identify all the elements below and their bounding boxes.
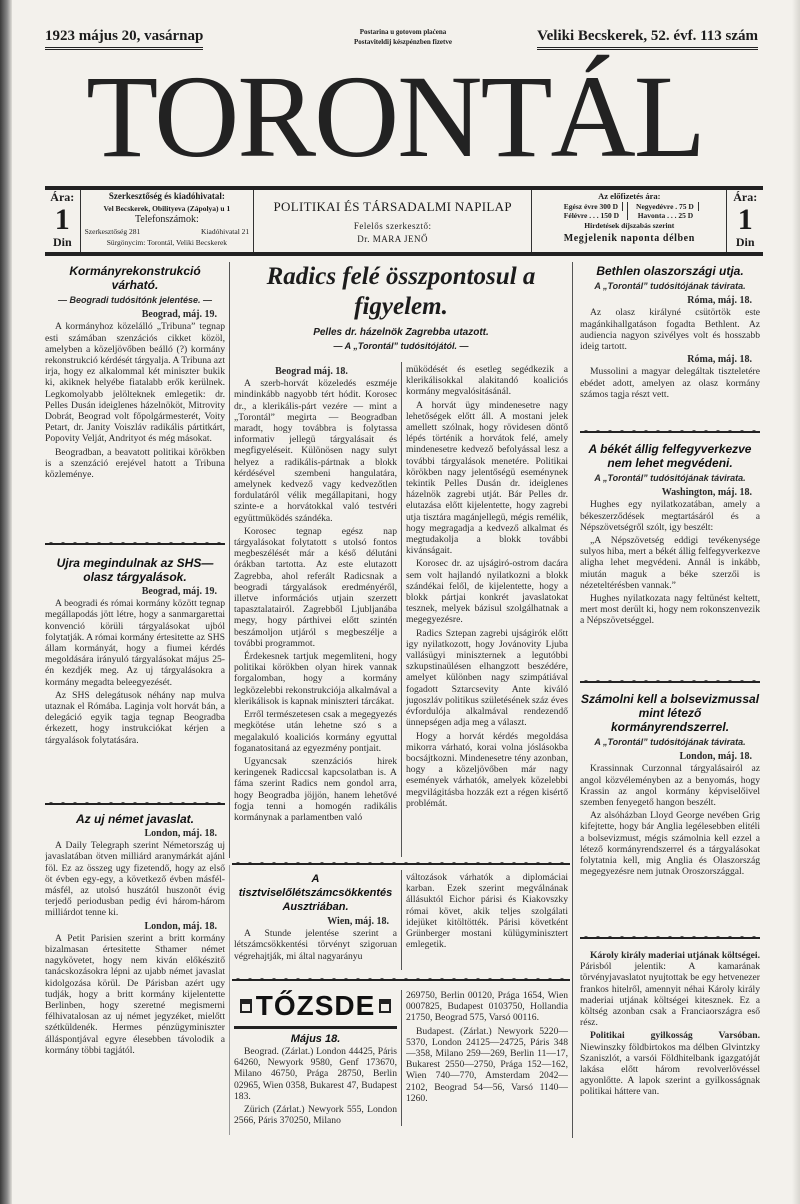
price-right [727,190,763,252]
subcolumn-rule [401,990,402,1126]
tagline: POLITIKAI ÉS TÁRSADALMI NAPILAP [273,199,512,214]
column-rule [572,262,573,1138]
ornament-divider [580,676,760,683]
paragraph: müködését és esetleg segédkezik a klerikálisokkal alakitandó koaliciós kormány megvalósitásánál. [406,364,568,398]
paragraph: Hogy a horvát kérdés megoldása mikorra várható, korai volna jóslásokba bocsájtkozni. Mindenesetre tény azonban, hogy a közeljövőben már nagy események várhatók, amelyek közelebbi megvilágitásba hozzák ezt a régen kisértő problémát. [406,730,568,809]
article-austria-col-1 [234,872,397,972]
lead-article-subtitle: Pelles dr. házelnök Zagrebba utazott. [313,327,489,338]
paragraph: 269750, Berlin 00120, Prága 1654, Wien 0007825, Budapest 0103750, Hollandia 21750, Beograd 575, Varsó 00116. [406,990,568,1024]
dateline: Beograd máj. 18. [275,366,348,377]
paragraph: Zürich (Zárlat.) Newyork 555, London 2566, Páris 370250, Milano [234,1104,397,1127]
article-bethlen [580,264,760,424]
article-government-reconstruction [45,264,225,534]
article-bolshevism [580,692,760,930]
price-left [45,190,81,252]
paragraph: Beograd. (Zárlat.) London 44425, Páris 64260, Newyork 9580, Genf 173670, Milano 46750, Prága 28750, Berlin 02965, Wien 0358, Bukarest 47, Budapest 183. [234,1046,397,1102]
schedule-note: Megjelenik naponta délben [563,233,695,244]
news-note [580,950,760,1028]
paragraph: Krassinnak Curzonnal tárgyalásairól az angol közvéleményben az a benyomás, hogy Krassin az angol kormány képviselőivel szemben fenyegető hangon beszélt. [580,763,760,809]
paragraph: Radics Sztepan zagrebi ujságirók előtt igy nyilatkozott, hogy Jovánovity Ljuba vallásügyi miniszternek a legutóbbi szkupstinaülésen elhangzott beszédére, amelyet különben nagy szimpátiával fogadott Sztarcsevity Ante kiváló jugoszláv politikus születésének száz éves évfordulója alkalmával rendezendő ünnepségen adja meg a választ. [406,627,568,729]
paragraph: A Petit Parisien szerint a britt kormány bizalmasan értesitette Sthamer német nagykövetet, hogy nem kiván előkészitő tanácskozásokra lépni az ujabb német javaslat kidolgozása körül. De Párisban azért ugy tudják, hogy a britt kormány kijelentette Berlinben, hogy szeretné megismerni félhivatalosan az uj német jegyzéket, mielőtt szétküldenék. Hermes pénzügyminiszter álláspontjával egyre élesebben távolodik a kormány többi tagjától. [45,932,225,1056]
news-note [580,1030,760,1097]
paragraph: Korosec dr. az ujságiró-ostrom dacára sem volt hajlandó nyilatkozni a blokk szándékai felől, de kijelentette, hogy a blokk pártjai konkrét javaslatokat tesznek, melyek bázisul szolgálhatnak a megegyezésre. [406,558,568,626]
building-icon [379,999,391,1013]
telegram-address: Sürgönycim: Torontál, Veliki Becskerek [106,238,228,247]
note-text: Niewinszky földbirtokos ma délben Glvintzky Szaniszlót, a varsói Földhitelbank igazgatóját lakása előtt három revolverlövéssel agyonlőtte. A lapok szerint a gyilkosságnak politikai háttere van. [580,1041,760,1098]
article-peace-armed [580,442,760,672]
article-title: Számolni kell a bolsevizmussal mint létező kormányrendszerrel. [580,692,760,734]
dateline: London, máj. 18. [679,751,752,763]
article-title: Bethlen olaszországi utja. [596,264,744,278]
column-rule [229,262,230,858]
paragraph: „A Népszövetség eddigi tevékenysége sulyos hiba, mert a békét állig felfegyverkezve aligha lehet megvédeni. Annál is inkább, miután maguk a béke szerzői is nézeteltérésben vannak.” [580,535,760,591]
article-title: A tisztviselőlétszámcsökkentés Ausztriában. [238,873,393,913]
editor-name: Dr. MARA JENŐ [357,234,429,244]
price-label: Ára: [50,190,75,204]
subs-prices [536,202,722,220]
paragraph: Hughes egy nyilatkozatában, amely a békeszerződések megtartásáról és a Népszövetségről szólt, igy beszélt: [580,499,760,533]
paper-description [254,190,532,252]
article-byline: A „Torontál” tudósitójának távirata. [594,281,746,291]
masthead-title: TORONTÁL [86,51,704,182]
paragraph: Az olasz királyné csütörtök este magánkihallgatáson fogadta Bethlent. Az audiencia nagyon szivélyes volt és hosszabb ideig tartott. [580,307,760,353]
paragraph: Ugyancsak szenzációs hirek keringenek Radiccsal kapcsolatban is. A fáma szerint Radics nem gondol arra, hogy Beogradba jöjjön, hanem lehetővé fogja tenni a homogén radikális kormánynak a parlamentben való [234,755,397,823]
page-edge-right [792,0,800,1204]
subcolumn-rule [401,870,402,970]
paragraph: A horvát ügy mindenesetre nagy lehetőségek előtt áll. A mostani jelek amellett szólnak, hogy rövidesen döntő lépés történik a horvátok felé, amely mindenesetre kedvező befolyással lesz a további tárgyalások menetére. Politikai körökben nagy jelentőségü eseménynek tekintik Pelles Dusán dr. ideiglenes házelnök zagrebi utját. Bár Pelles dr. elutazása előtt kijelentette, hogy zagrebi utja tisztára magánjellegü, mégis remélik, hogy megragadja a kedvező alkalmat és megtudakolja a blokk további kivánságait. [406,399,568,557]
dateline: London, máj. 18. [144,920,217,932]
exchange-col-2 [406,990,568,1130]
paragraph: Budapest. (Zárlat.) Newyork 5220—5370, London 24125—24725, Páris 348—358, Milano 259—269, Berlin 11—17, Bukarest 2550—2750, Prága 152—162, Wien 740—770, Amsterdam 2042—2102, Beograd 54—56, Varsó 1140—1260. [406,1025,568,1104]
paragraph: A Stunde jelentése szerint a létszámcsökkentési törvényt szigoruan végrehajtják, mi által nagyarányu [234,928,397,962]
article-title: Ujra megindulnak az SHS—olasz tárgyalások. [56,556,214,584]
subs-year: Egész évre 300 D [560,202,623,211]
price-unit: Din [735,235,755,249]
dateline: Róma, máj. 18. [687,295,752,307]
phone-row [85,226,250,238]
subs-title: Az előfizetés ára: [598,191,661,201]
paragraph: Hughes nyilatkozata nagy feltünést keltett, mert most derült ki, hogy nem rokonszenvezik a Népszövetséggel. [580,593,760,627]
note-lead: Károly király maderiai utjának költségei. [590,950,760,961]
ornament-divider [580,932,760,939]
paragraph: A kormányhoz közelálló „Tribuna” tegnap esti számában szenzációs cikket közöl, amelyben a közeljövőben beálló (?) kormány rekonstrukció kérdését tárgyalja. A Tribuna azt irja, hogy ez alkalommal két miniszter bukik ki, akiknek helyébe fiatalabb erők kerülnek. Legkomolyabb jelölteknek emlegetik: dr. Pelles Dusán ideiglenes házelnököt, Mitrovity Dobrát, Beograd volt főpolgármesterét, Voity Petart, dr. Janity Voiszláv radikális pártitkárt, Popovity Velját, Andrityot és még másokat. [45,321,225,445]
dateline: Róma, máj. 18. [687,354,752,366]
lead-article-col-1 [234,364,397,857]
issue-number: Veliki Becskerek, 52. évf. 113 szám [537,28,758,50]
exchange-rule [234,1026,397,1029]
ornament-divider [232,858,570,865]
building-icon [240,999,252,1013]
paragraph: Az alsóházban Lloyd George nevében Grig kifejtette, hogy bár Anglia legélesebben elitéli a bolsevizmust, mégis számolnia kell ezzel a létező kormányrendszerrel és a tárgyalásokat folytatnia kell, mig Anglia és Olaszország megegyezésre nem jutnak Oroszországgal. [580,810,760,878]
price-label: Ára: [733,190,758,204]
article-shs-italian-talks [45,556,225,766]
subs-col-1 [556,202,628,220]
exchange-logo-text: TŐZSDE [255,990,376,1022]
article-byline: A „Torontál” tudósitójának távirata. [594,737,746,747]
news-notes [580,950,760,1130]
postal-note [318,27,488,47]
paragraph: A szerb-horvát közeledés eszméje mindinkább nagyobb tért hódit. Korosec dr., a klerikális-párt vezére — mint a „Torontál” megirta — Beogradban maradt, hogy továbbra is folytassa informativ jellegü tárgyalásait és megfigyeléseit. Különösen nagy sulyt helyez a radikális-pártnak a blokk kérdésével szembeni hangulatára, amelynek kedvező vagy kedvezőtlen fordulatáról vélik megállapitani, hogy szinte-e a horvátokkal való testvéri együttmüködés szándéka. [234,378,397,524]
lead-article-byline: — A „Torontál” tudósitójától. — [333,341,469,351]
dateline: London, máj. 18. [144,828,217,839]
paragraph: Beogradban, a beavatott politikai körökben is a szenzáció erejével hatott a Tribuna közleménye. [45,446,225,481]
paragraph: Korosec tegnap egész nap tárgyalásokat folytatott s utolsó fontos megbeszélését már a késő délutáni órákban tartotta. Az este elutazott Zagrebba, ahol referált Radicsnak a beogradi tárgyalások eredményéről, illetve információs utjain szerzett tapasztalatairól. Zagrebből Ljubljanába megy, hogy párthivei előtt szintén beszámoljon utjáról s megbeszélje a további programmot. [234,525,397,649]
editor-label: Felelős szerkesztő: [353,221,432,231]
ornament-divider [45,798,225,805]
price-value: 1 [737,203,753,236]
paragraph: A beogradi és római kormány között tegnap megállapodás jött létre, hogy a sanmargarettai konvenció körüli tárgyalásokat ujból folytatják. A római kormány értesitette az SHS állam kormányát, hogy a fiumei kérdés megoldására irányuló tárgyalásokat május 25-én kezdjék meg. Az uj tárgyalásokra a kormány megadta beleegyezését. [45,598,225,688]
note-lead: Politikai gyilkosság Varsóban. [590,1030,760,1042]
subs-half: Félévre . . . 150 D [563,211,620,220]
paragraph: Erről természetesen csak a megegyezés megkötése után lehetne szó s a megalakuló koaliciós kormány egyuttal foganatositaná az egyezmény pontjait. [234,709,397,754]
postal-line-1: Postarina u gotovom plaćena [359,28,447,36]
page-edge-shadow [0,0,12,1204]
office-address: Vel Becskerek, Obilityeva (Zápolya) u 1 [103,203,231,213]
exchange-date: Május 18. [290,1033,341,1045]
phone-editorial: Szerkesztőség 281 [84,226,141,236]
issue-date: 1923 május 20, vasárnap [45,28,203,50]
subs-month: Havonta . . . 25 D [637,211,694,220]
lead-article-title: Radics felé összpontosul a figyelem. [266,263,536,320]
article-austria-col-2 [406,872,568,972]
paragraph: A Daily Telegraph szerint Németország uj javaslatában ötven milliárd aranymárkát ajánl föl. Ez az összeg ugy fizetendő, hogy az első öt évben egy-egy, a következő évben másfél-másfél, az utolsó huszától huszonöt évig terjedő periodusban pedig évi három-három milliárdot tenne ki. [45,840,225,919]
ornament-divider [232,974,570,981]
paragraph: változások várhatók a diplomáciai karban. Ezek szerint megválnának állásuktól Eichor párisi és Kiakovszky római követ, akik teljes szolgálati idejüket kitöltötték. Párisi követként Grünberger mostani külügyminisztert emlegetik. [406,872,568,951]
subscription-info [532,190,727,252]
editorial-office [81,190,255,252]
subs-col-2 [628,202,703,220]
price-unit: Din [52,235,72,249]
note-text: Párisból jelentik: A kamarának törvényjavaslatot nyujtottak be egy hetvenezer frankos hitelről, amennyit néhai Károly király maderiai utjának költségei kitesznek. Ez a költség azonban csak a Franciaországra eső rész. [580,961,760,1029]
exchange-col-1 [234,990,397,1130]
article-title: A békét állig felfegyverkezve nem lehet megvédeni. [588,442,752,470]
article-title: Kormányrekonstrukció várható. [69,264,201,292]
paragraph: Érdekesnek tartjuk megemliteni, hogy politikai körökben olyan hirek vannak forgalomban, hogy a kormány legközelebbi rekonstrukciója alkalmával a klerikálisok is kapnak miniszteri tárcákat. [234,651,397,707]
article-byline: — Beogradi tudósitónk jelentése. — [57,295,213,305]
ornament-divider [580,426,760,433]
dateline: Washington, máj. 18. [661,487,752,499]
phones-title: Telefonszámok: [135,214,199,225]
exchange-logo [234,990,397,1022]
lead-article-col-2 [406,364,568,857]
ads-note: Hirdetések díjszabás szerint [584,221,675,230]
office-title: Szerkesztőség és kiadóhivatal: [108,191,225,201]
subcolumn-rule [401,362,402,857]
lead-article-header [235,262,567,354]
dateline: Beograd, máj. 19. [141,309,217,321]
paragraph: Az SHS delegátusok néhány nap mulva utaznak el Rómába. Laginja volt horvát bán, a delegáció egyik tagja tegnap Beogradba érkezett, hogy instrukciókat kérjen a tárgyalások folytatására. [45,689,225,746]
postal-line-2: Postaviteldij készpénzben fizetve [354,38,452,46]
paragraph: Mussolini a magyar delegáltak tiszteletére ebédet adott, amelyen az olasz kormány számos tagja részt vett. [580,366,760,400]
article-byline: A „Torontál” tudósitójának távirata. [594,473,746,483]
subs-quarter: Negyedévre . 75 D [632,202,699,211]
info-box [45,186,763,256]
phone-office: Kiadóhivatal 21 [201,226,250,236]
article-german-proposal [45,812,225,1132]
dateline: Wien, máj. 18. [327,916,389,927]
ornament-divider [45,538,225,545]
column-rule [229,865,230,1135]
article-title: Az uj német javaslat. [75,812,195,826]
dateline: Beograd, máj. 19. [141,586,217,597]
price-value: 1 [54,203,70,236]
